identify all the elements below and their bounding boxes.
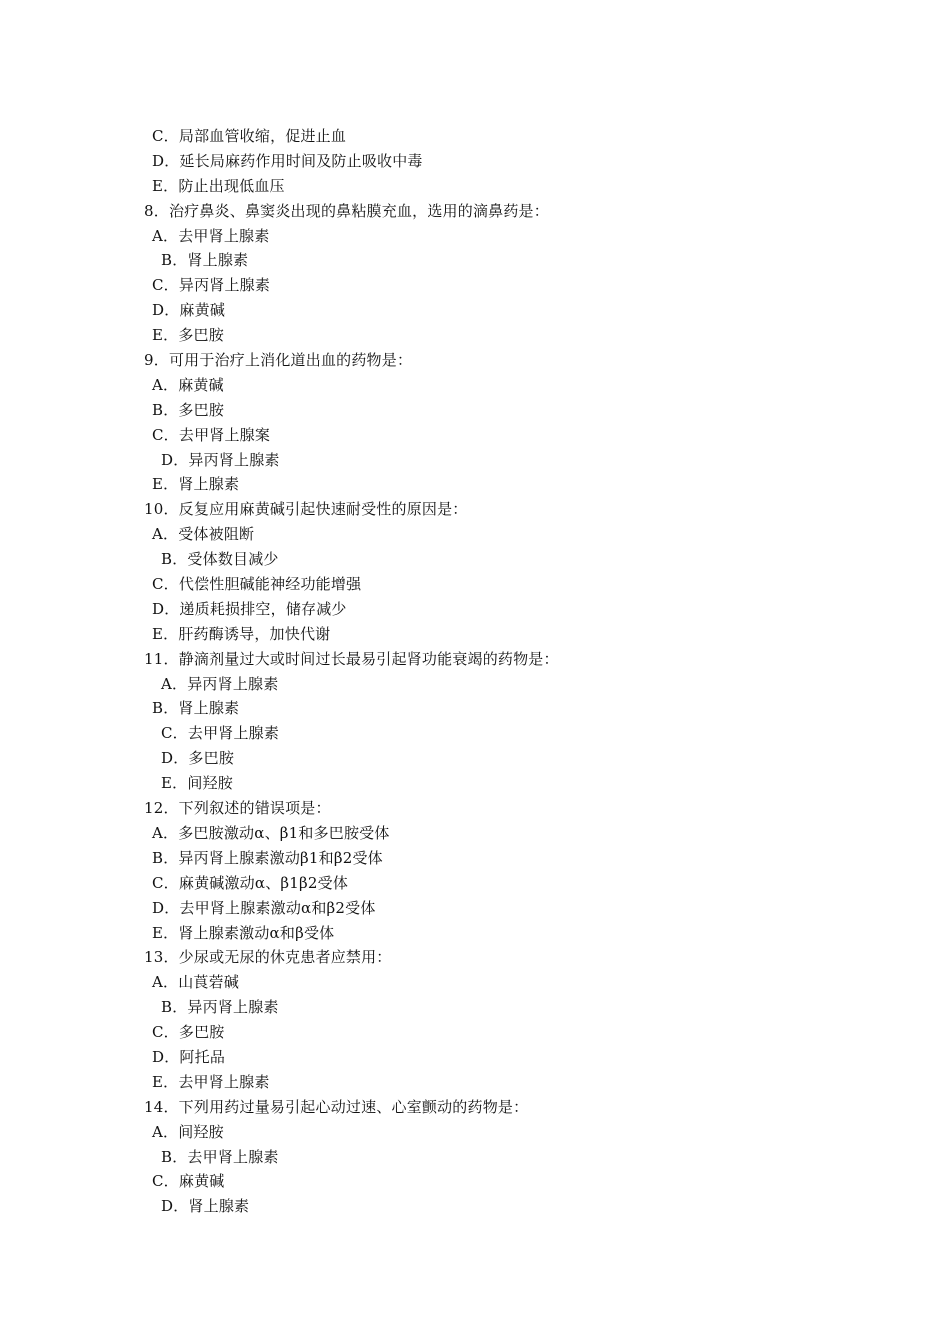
- option-text: A．多巴胺激动α、β1和多巴胺受体: [152, 823, 390, 842]
- option-text: C．去甲肾上腺素: [161, 724, 280, 743]
- option-text: D．肾上腺素: [161, 1197, 250, 1216]
- option-text: D．去甲肾上腺素激动α和β2受体: [152, 898, 376, 917]
- option-text: D．阿托品: [152, 1047, 226, 1066]
- option-text: E．间羟胺: [161, 774, 233, 793]
- option-text: D．递质耗损排空，储存减少: [152, 599, 347, 618]
- option-text: A．山莨菪碱: [152, 973, 240, 992]
- option-text: C．去甲肾上腺案: [152, 425, 271, 444]
- option-text: E．去甲肾上腺素: [152, 1072, 270, 1091]
- option-text: C．麻黄碱激动α、β1β2受体: [152, 873, 349, 892]
- option-text: C．多巴胺: [152, 1023, 225, 1042]
- option-text: E．肝药酶诱导，加快代谢: [152, 624, 331, 643]
- question-text: 12．下列叙述的错误项是：: [144, 799, 331, 818]
- question-text: 9．可用于治疗上消化道出血的药物是：: [144, 351, 413, 370]
- option-text: D．麻黄碱: [152, 301, 226, 320]
- document-page: [0, 124, 950, 1219]
- option-text: B．肾上腺素: [161, 251, 249, 270]
- option-text: B．多巴胺: [152, 400, 225, 419]
- question-text: 8．治疗鼻炎、鼻窦炎出现的鼻粘膜充血，选用的滴鼻药是：: [144, 201, 549, 220]
- option-text: E．防止出现低血压: [152, 176, 285, 195]
- option-text: D．异丙肾上腺素: [161, 450, 280, 469]
- option-text: B．异丙肾上腺素: [161, 998, 279, 1017]
- option-text: B．肾上腺素: [152, 699, 240, 718]
- option-text: E．肾上腺素激动α和β受体: [152, 923, 335, 942]
- question-text: 14．下列用药过量易引起心动过速、心室颤动的药物是：: [144, 1097, 529, 1116]
- option-text: B．异丙肾上腺素激动β1和β2受体: [152, 848, 383, 867]
- option-text: A．异丙肾上腺素: [161, 674, 279, 693]
- question-text: 13．少尿或无尿的休克患者应禁用：: [144, 948, 392, 967]
- option-text: C．麻黄碱: [152, 1172, 225, 1191]
- option-text: B．去甲肾上腺素: [161, 1147, 279, 1166]
- option-text: D．延长局麻药作用时间及防止吸收中毒: [152, 151, 423, 170]
- option-text: C．异丙肾上腺素: [152, 276, 271, 295]
- option-text: E．肾上腺素: [152, 475, 240, 494]
- question-text: 10．反复应用麻黄碱引起快速耐受性的原因是：: [144, 500, 468, 519]
- option-text: E．多巴胺: [152, 326, 224, 345]
- option-text: A．麻黄碱: [152, 375, 224, 394]
- option-text: D．多巴胺: [161, 749, 235, 768]
- option-text: A．间羟胺: [152, 1122, 224, 1141]
- option-text: A．去甲肾上腺素: [152, 226, 270, 245]
- question-text: 11．静滴剂量过大或时间过长最易引起肾功能衰竭的药物是：: [144, 649, 559, 668]
- option-text: C．代偿性胆碱能神经功能增强: [152, 575, 362, 594]
- option-text: C．局部血管收缩，促进止血: [152, 127, 347, 145]
- option-text: A．受体被阻断: [152, 525, 255, 544]
- option-text: B．受体数目减少: [161, 550, 279, 569]
